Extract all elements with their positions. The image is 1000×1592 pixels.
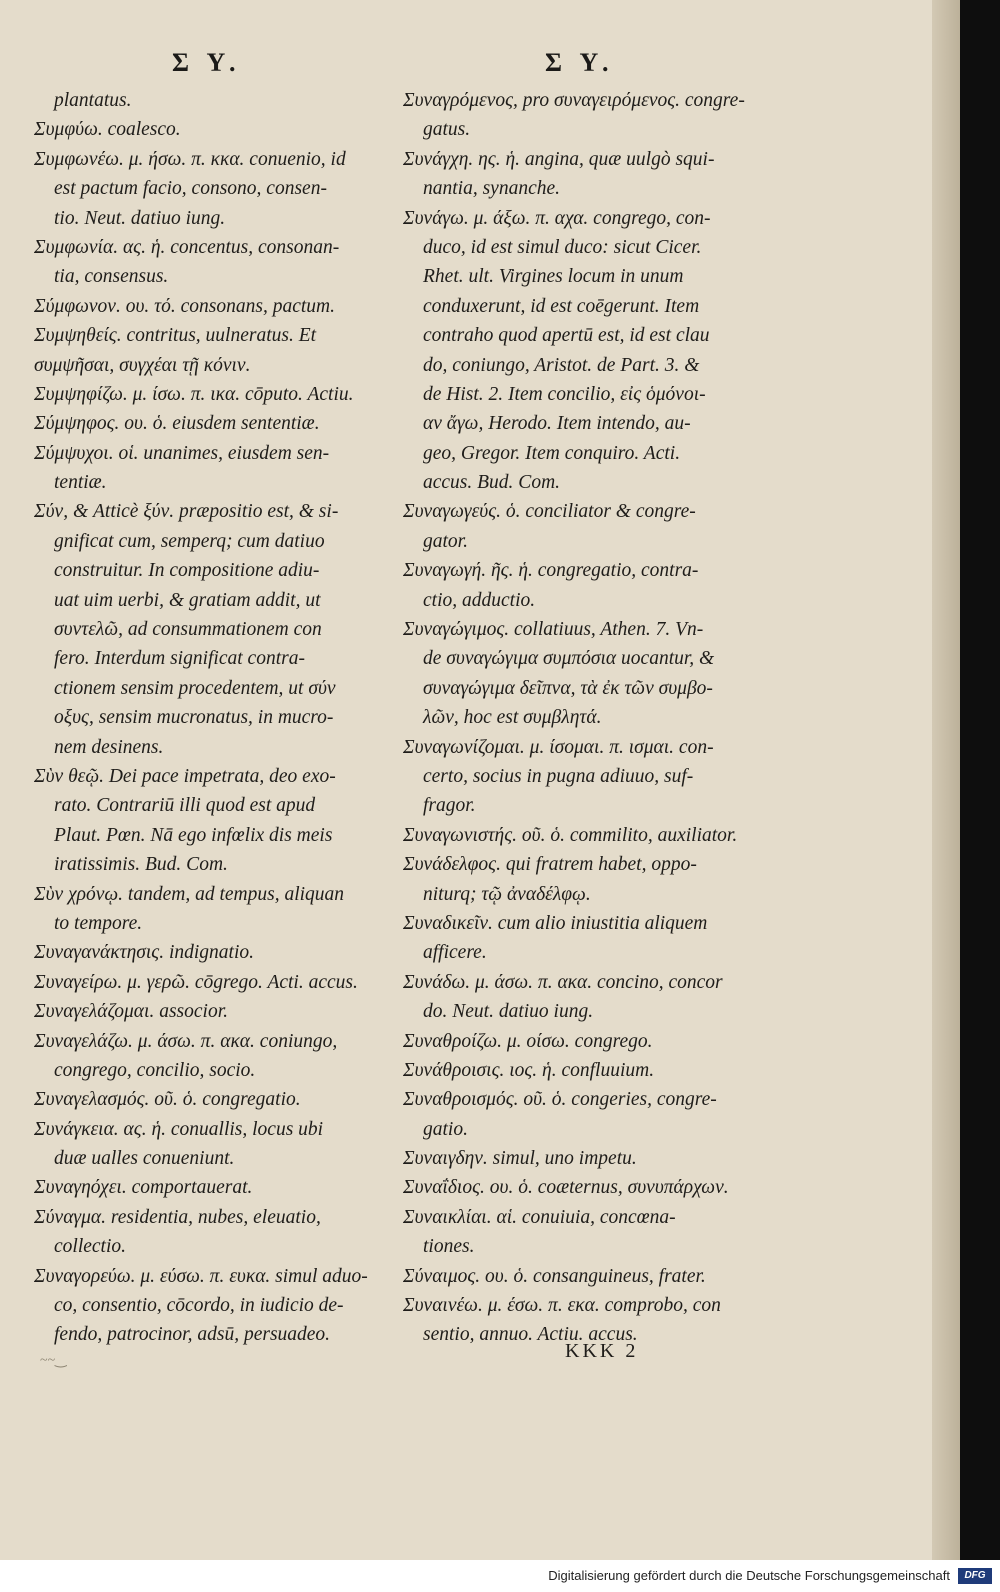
digitization-footer <box>0 1560 1000 1592</box>
text-line: gator. <box>423 530 468 552</box>
text-line: collectio. <box>54 1236 127 1258</box>
text-line: Σὺν θεῷ. Dei pace impetrata, deo exo- <box>34 765 336 787</box>
text-line: gatio. <box>423 1118 468 1140</box>
text-line: Συναθροίζω. μ. οίσω. congrego. <box>403 1030 653 1052</box>
text-line: λῶν, hoc est συμβλητά. <box>423 707 602 729</box>
text-line: gatus. <box>423 119 471 141</box>
text-line: tio. Neut. datiuo iung. <box>54 207 226 229</box>
text-line: Συμψηθείς. contritus, uulneratus. Et <box>34 325 317 347</box>
text-line: conduxerunt, id est coēgerunt. Item <box>423 295 700 317</box>
text-line: accus. Bud. Com. <box>423 472 561 494</box>
right-column <box>403 86 753 1350</box>
text-line: fragor. <box>423 795 476 817</box>
text-line: nem desinens. <box>54 736 164 758</box>
text-line: tiones. <box>423 1236 475 1258</box>
dfg-logo: DFG <box>958 1568 992 1584</box>
running-header-right: Σ Υ. <box>545 48 615 77</box>
text-line: nantia, synanche. <box>423 178 561 200</box>
text-line: niturq; τῷ ἀναδέλφῳ. <box>423 883 591 905</box>
text-line: gnificat cum, semperq; cum datiuo <box>54 530 325 552</box>
text-line: Συναγελασμός. οῦ. ὁ. congregatio. <box>34 1089 301 1111</box>
text-line: Συναγηόχει. comportauerat. <box>34 1177 253 1199</box>
text-line: Plaut. Pœn. Nā ego infœlix dis meis <box>54 824 333 846</box>
text-line: est pactum facio, consono, consen- <box>54 178 327 200</box>
text-line: Συναδικεῖν. cum alio iniustitia aliquem <box>403 912 708 934</box>
text-line: Συναθροισμός. οῦ. ὁ. congeries, congre- <box>403 1089 717 1111</box>
text-line: Συναικλίαι. αἱ. conuiuia, concœna- <box>403 1206 676 1228</box>
left-column <box>34 86 368 1350</box>
ink-smudge: ~~‿ <box>40 1353 67 1368</box>
text-line: αν ἄγω, Herodo. Item intendo, au- <box>423 413 691 435</box>
text-line: Συναινέω. μ. έσω. π. εκα. comprobo, con <box>403 1295 721 1317</box>
text-line: Σύναγμα. residentia, nubes, eleuatio, <box>34 1206 321 1228</box>
text-line: duæ ualles conueniunt. <box>54 1148 235 1170</box>
text-line: συμψῆσαι, συγχέαι τῇ κόνιν. <box>34 354 251 376</box>
text-line: contraho quod apertū est, id est clau <box>423 325 710 347</box>
text-line: Συναγελάζω. μ. άσω. π. ακα. coniungo, <box>34 1030 338 1052</box>
text-line: οξυς, sensim mucronatus, in mucro- <box>54 707 334 729</box>
text-line: Συνάδελφος. qui fratrem habet, oppo- <box>403 854 697 876</box>
text-line: Rhet. ult. Virgines locum in unum <box>423 266 684 288</box>
text-line: to tempore. <box>54 912 143 934</box>
text-line: fendo, patrocinor, adsū, persuadeo. <box>54 1324 331 1346</box>
text-line: Συνάγχη. ης. ἡ. angina, quæ uulgò squi- <box>403 148 715 170</box>
text-line: Σύν, & Atticè ξύν. præpositio est, & si- <box>34 501 339 523</box>
text-line: Συναγορεύω. μ. εύσω. π. ευκα. simul aduo- <box>34 1265 368 1287</box>
scan-border <box>960 0 1000 1560</box>
text-line: ctio, adductio. <box>423 589 536 611</box>
text-line: Συναγωνιστής. οῦ. ὁ. commilito, auxiliator. <box>403 824 738 846</box>
text-line: fero. Interdum significat contra- <box>54 648 305 670</box>
text-line: συντελῶ, ad consummationem con <box>54 619 322 641</box>
text-line: ctionem sensim procedentem, ut σύν <box>54 677 336 699</box>
text-line: tia, consensus. <box>54 266 169 288</box>
text-line: Συνάδω. μ. άσω. π. ακα. concino, concor <box>403 971 723 993</box>
text-line: Συνάγκεια. ας. ἡ. conuallis, locus ubi <box>34 1118 324 1140</box>
text-line: Συμφύω. coalesco. <box>34 119 181 141</box>
text-line: congrego, concilio, socio. <box>54 1059 256 1081</box>
text-line: co, consentio, cōcordo, in iudicio de- <box>54 1295 344 1317</box>
text-line: Συναγανάκτησις. indignatio. <box>34 942 254 964</box>
text-line: de συναγώγιμα συμπόσια uocantur, & <box>423 648 715 670</box>
text-line: Συναγελάζομαι. associor. <box>34 1001 229 1023</box>
running-header-left: Σ Υ. <box>172 48 242 77</box>
text-line: Συναγρόμενος, pro συναγειρόμενος. congre- <box>403 90 745 111</box>
text-line: iratissimis. Bud. Com. <box>54 854 228 876</box>
signature-mark: KKK 2 <box>565 1340 639 1362</box>
text-line: sentio, annuo. Actiu. accus. <box>423 1324 638 1346</box>
text-line: Συμψηφίζω. μ. ίσω. π. ικα. cōputo. Actiu. <box>34 383 354 405</box>
text-line: geo, Gregor. Item conquiro. Acti. <box>423 442 681 464</box>
text-line: Συμφωνία. ας. ἡ. concentus, consonan- <box>34 236 340 258</box>
text-line: rato. Contrariū illi quod est apud <box>54 795 316 817</box>
text-line: Συναγώγιμος. collatiuus, Athen. 7. Vn- <box>403 619 704 641</box>
text-line: Σύμψηφος. ου. ὁ. eiusdem sententiæ. <box>34 413 320 435</box>
text-line: Συναιγδην. simul, uno impetu. <box>403 1148 637 1170</box>
page-edge-shadow <box>932 0 960 1560</box>
text-line: de Hist. 2. Item concilio, εἰς ὁμόνοι- <box>423 383 706 405</box>
text-line: uat uim uerbi, & gratiam addit, ut <box>54 589 321 611</box>
text-line: Συναΐδιος. ου. ὁ. coæternus, συνυπάρχων. <box>403 1177 729 1199</box>
text-line: Συνάγω. μ. άξω. π. αχα. congrego, con- <box>403 207 711 229</box>
text-line: Συναγωγή. ῆς. ἡ. congregatio, contra- <box>403 560 699 582</box>
text-line: construitur. In compositione adiu- <box>54 560 320 582</box>
text-line: duco, id est simul duco: sicut Cicer. <box>423 236 702 258</box>
text-line: do. Neut. datiuo iung. <box>423 1001 594 1023</box>
text-line: Συναγωγεύς. ὁ. conciliator & congre- <box>403 501 696 523</box>
text-line: afficere. <box>423 942 487 964</box>
text-line: tentiæ. <box>54 472 107 494</box>
text-line: Σὺν χρόνῳ. tandem, ad tempus, aliquan <box>34 883 345 905</box>
text-line: Συνάθροισις. ιος. ἡ. confluuium. <box>403 1059 655 1081</box>
text-line: Σύμψυχοι. οἱ. unanimes, eiusdem sen- <box>34 442 330 464</box>
text-line: Συμφωνέω. μ. ήσω. π. κκα. conuenio, id <box>34 148 346 170</box>
text-line: Σύναιμος. ου. ὁ. consanguineus, frater. <box>403 1265 706 1287</box>
text-line: plantatus. <box>54 90 132 111</box>
text-line: Σύμφωνον. ου. τό. consonans, pactum. <box>34 295 335 317</box>
footer-credit: Digitalisierung gefördert durch die Deutsche Forschungsgemeinschaft <box>548 1568 950 1583</box>
text-line: Συναγωνίζομαι. μ. ίσομαι. π. ισμαι. con- <box>403 736 714 758</box>
text-line: συναγώγιμα δεῖπνα, τὰ ἐκ τῶν συμβο- <box>423 677 713 699</box>
text-line: do, coniungo, Aristot. de Part. 3. & <box>423 354 700 376</box>
text-line: Συναγείρω. μ. γερῶ. cōgrego. Acti. accus. <box>34 971 358 993</box>
text-line: certo, socius in pugna adiuuo, suf- <box>423 765 694 787</box>
